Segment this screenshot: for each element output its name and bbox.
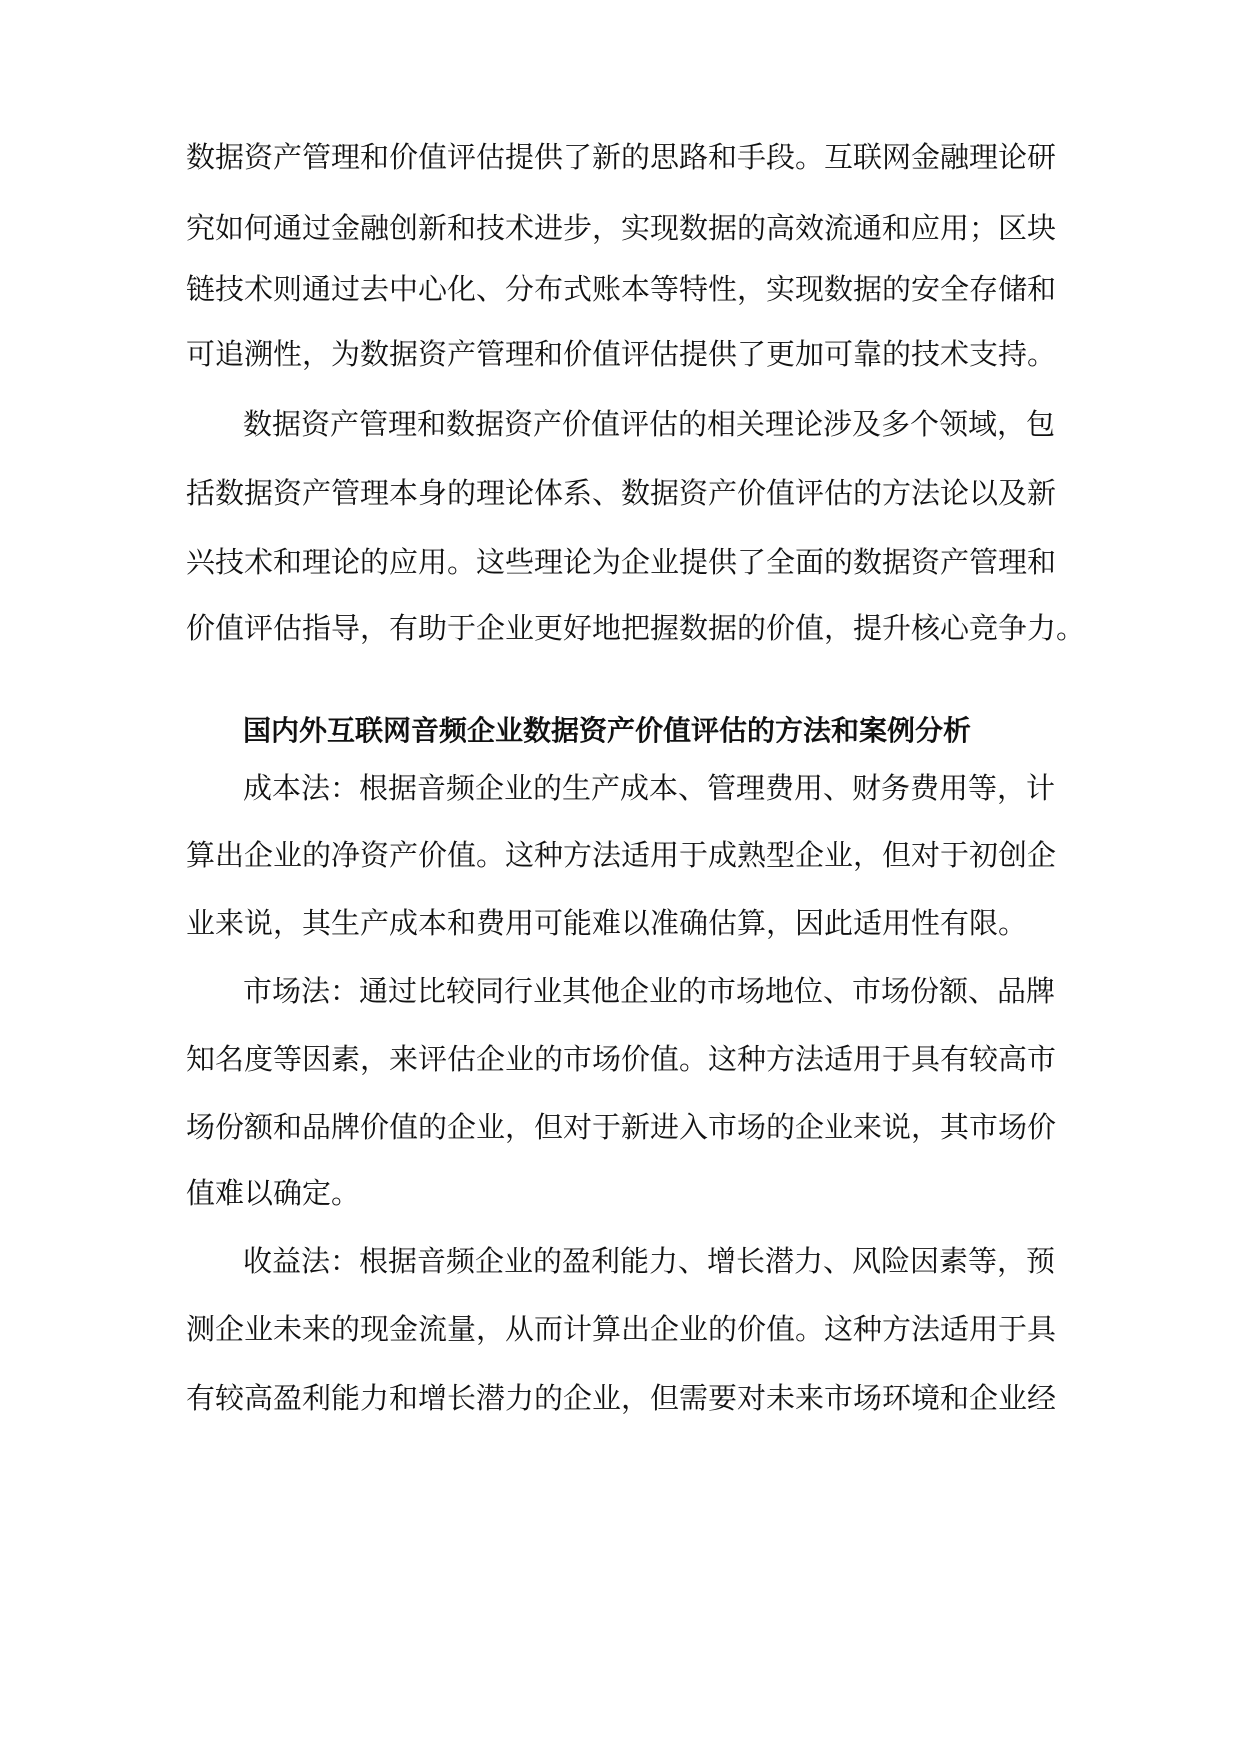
paragraph-1-line-4: 可追溯性，为数据资产管理和价值评估提供了更加可靠的技术支持。: [186, 337, 1057, 371]
paragraph-5-line-3: 有较高盈利能力和增长潜力的企业，但需要对未来市场环境和企业经: [186, 1381, 1057, 1415]
paragraph-4-line-4: 值难以确定。: [186, 1176, 361, 1210]
paragraph-2-line-2: 括数据资产管理本身的理论体系、数据资产价值评估的方法论以及新: [186, 476, 1057, 510]
paragraph-3-line-3: 业来说，其生产成本和费用可能难以准确估算，因此适用性有限。: [186, 906, 1028, 940]
paragraph-4-line-3: 场份额和品牌价值的企业，但对于新进入市场的企业来说，其市场价: [186, 1110, 1057, 1144]
paragraph-3-line-1: 成本法：根据音频企业的生产成本、管理费用、财务费用等，计: [243, 771, 1056, 805]
paragraph-2-line-1: 数据资产管理和数据资产价值评估的相关理论涉及多个领域，包: [243, 407, 1056, 441]
paragraph-1-line-2: 究如何通过金融创新和技术进步，实现数据的高效流通和应用；区块: [186, 211, 1057, 245]
paragraph-4-line-2: 知名度等因素，来评估企业的市场价值。这种方法适用于具有较高市: [186, 1042, 1057, 1076]
paragraph-4-line-1: 市场法：通过比较同行业其他企业的市场地位、市场份额、品牌: [243, 974, 1056, 1008]
paragraph-2-line-3: 兴技术和理论的应用。这些理论为企业提供了全面的数据资产管理和: [186, 545, 1057, 579]
paragraph-5-line-2: 测企业未来的现金流量，从而计算出企业的价值。这种方法适用于具: [186, 1312, 1057, 1346]
paragraph-1-line-1: 数据资产管理和价值评估提供了新的思路和手段。互联网金融理论研: [186, 140, 1057, 174]
paragraph-5-line-1: 收益法：根据音频企业的盈利能力、增长潜力、风险因素等，预: [243, 1244, 1056, 1278]
paragraph-3-line-2: 算出企业的净资产价值。这种方法适用于成熟型企业，但对于初创企: [186, 838, 1057, 872]
paragraph-1-line-3: 链技术则通过去中心化、分布式账本等特性，实现数据的安全存储和: [186, 272, 1057, 306]
section-heading: 国内外互联网音频企业数据资产价值评估的方法和案例分析: [243, 714, 972, 747]
paragraph-2-line-4: 价值评估指导，有助于企业更好地把握数据的价值，提升核心竞争力。: [186, 611, 1086, 645]
